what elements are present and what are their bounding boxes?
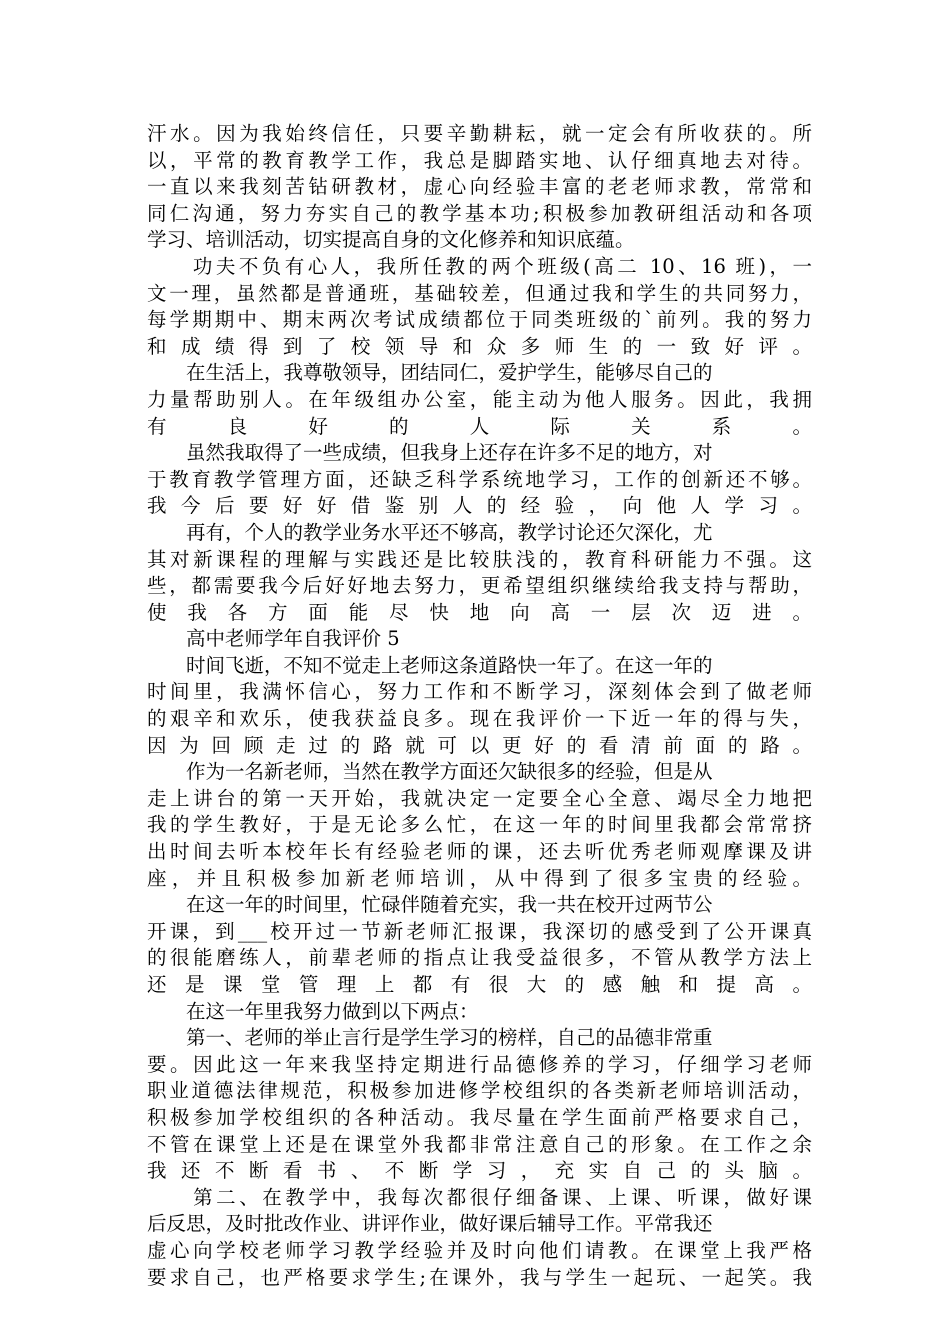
text-line: 于教育教学管理方面，还缺乏科学系统地学习，工作的创新还不够。	[147, 467, 812, 491]
text-line: 汗水。因为我始终信任，只要辛勤耕耘，就一定会有所收获的。所	[147, 122, 812, 145]
text-line: 不管在课堂上还是在课堂外我都非常注意自己的形象。在工作之余	[147, 1132, 812, 1156]
text-line: 在这一年的时间里，忙碌伴随着充实，我一共在校开过两节公	[147, 893, 713, 917]
text-line: 我还不断看书、不断学习，充实自己的头脑。	[147, 1159, 812, 1183]
text-line: 我今后要好好借鉴别人的经验，向他人学习。	[147, 494, 812, 518]
text-line: 还是课堂管理上都有很大的感触和提高。	[147, 973, 812, 996]
text-line: 在生活上，我尊敬领导，团结同仁，爱护学生，能够尽自己的	[147, 361, 713, 385]
text-line: 一直以来我刻苦钻研教材，虚心向经验丰富的老老师求教，常常和	[147, 175, 812, 199]
text-line: 因为回顾走过的路就可以更好的看清前面的路。	[147, 733, 812, 757]
text-line: 要求自己，也严格要求学生;在课外，我与学生一起玩、一起笑。我	[147, 1265, 812, 1289]
text-line: 要。因此这一年来我坚持定期进行品德修养的学习，仔细学习老师	[147, 1052, 812, 1076]
text-line: 每学期期中、期末两次考试成绩都位于同类班级的`前列。我的努力	[147, 308, 812, 332]
text-line: 有良好的人际关系。	[147, 414, 812, 438]
text-line: 后反思，及时批改作业、讲评作业，做好课后辅导工作。平常我还	[147, 1212, 713, 1236]
text-line: 虚心向学校老师学习教学经验并及时向他们请教。在课堂上我严格	[147, 1238, 812, 1262]
text-line: 积极参加学校组织的各种活动。我尽量在学生面前严格要求自己，	[147, 1105, 812, 1129]
text-line	[147, 1318, 812, 1344]
text-line: 学习、培训活动，切实提高自身的文化修养和知识底蕴。	[147, 228, 635, 252]
document-body	[147, 121, 812, 1344]
text-line: 走上讲台的第一天开始，我就决定一定要全心全意、竭尽全力地把	[147, 786, 812, 810]
text-line: 的艰辛和欢乐，使我获益良多。现在我评价一下近一年的得与失，	[147, 707, 812, 731]
text-line: 虽然我取得了一些成绩，但我身上还存在许多不足的地方，对	[147, 441, 713, 465]
text-line: 以，平常的教育教学工作，我总是脚踏实地、认仔细真地去对待。	[147, 148, 812, 172]
text-line: 我的学生教好，于是无论多么忙，在这一年的时间里我都会常常挤	[147, 813, 812, 837]
text-line: 时间里，我满怀信心，努力工作和不断学习，深刻体会到了做老师	[147, 680, 812, 704]
text-line: 在这一年里我努力做到以下两点：	[147, 999, 479, 1023]
text-line: 座，并且积极参加新老师培训，从中得到了很多宝贵的经验。	[147, 866, 812, 890]
text-line: 再有，个人的教学业务水平还不够高，教学讨论还欠深化，尤	[147, 520, 713, 544]
text-line: 高中老师学年自我评价 5	[147, 627, 400, 651]
text-line: 使我各方面能尽快地向高一层次迈进。	[147, 600, 812, 624]
text-line: 开课，到___校开过一节新老师汇报课，我深切的感受到了公开课真	[147, 919, 812, 943]
text-line: 出时间去听本校年长有经验老师的课，还去听优秀老师观摩课及讲	[147, 840, 812, 864]
text-line: 同仁沟通，努力夯实自己的教学基本功;积极参加教研组活动和各项	[147, 201, 812, 225]
text-line: 和成绩得到了校领导和众多师生的一致好评。	[147, 334, 812, 358]
text-line: 力量帮助别人。在年级组办公室，能主动为他人服务。因此，我拥	[147, 387, 812, 411]
text-line: 文一理，虽然都是普通班，基础较差，但通过我和学生的共同努力，	[147, 281, 812, 305]
text-line: 第二、在教学中，我每次都很仔细备课、上课、听课，做好课	[147, 1185, 812, 1209]
text-line: 些，都需要我今后好好地去努力，更希望组织继续给我支持与帮助，	[147, 574, 812, 598]
text-line: 功夫不负有心人，我所任教的两个班级(高二 10、16 班)，一	[147, 254, 812, 278]
text-line: 职业道德法律规范，积极参加进修学校组织的各类新老师培训活动，	[147, 1079, 812, 1103]
text-line: 其对新课程的理解与实践还是比较肤浅的，教育科研能力不强。这	[147, 547, 812, 571]
text-line: 作为一名新老师，当然在教学方面还欠缺很多的经验，但是从	[147, 760, 713, 784]
text-line	[147, 1291, 812, 1318]
text-line: 的很能磨练人，前辈老师的指点让我受益很多，不管从教学方法上	[147, 946, 812, 970]
section-heading: 时间飞逝，不知不觉走上老师这条道路快一年了。在这一年的	[147, 653, 713, 677]
text-line: 第一、老师的举止言行是学生学习的榜样，自己的品德非常重	[147, 1026, 713, 1050]
